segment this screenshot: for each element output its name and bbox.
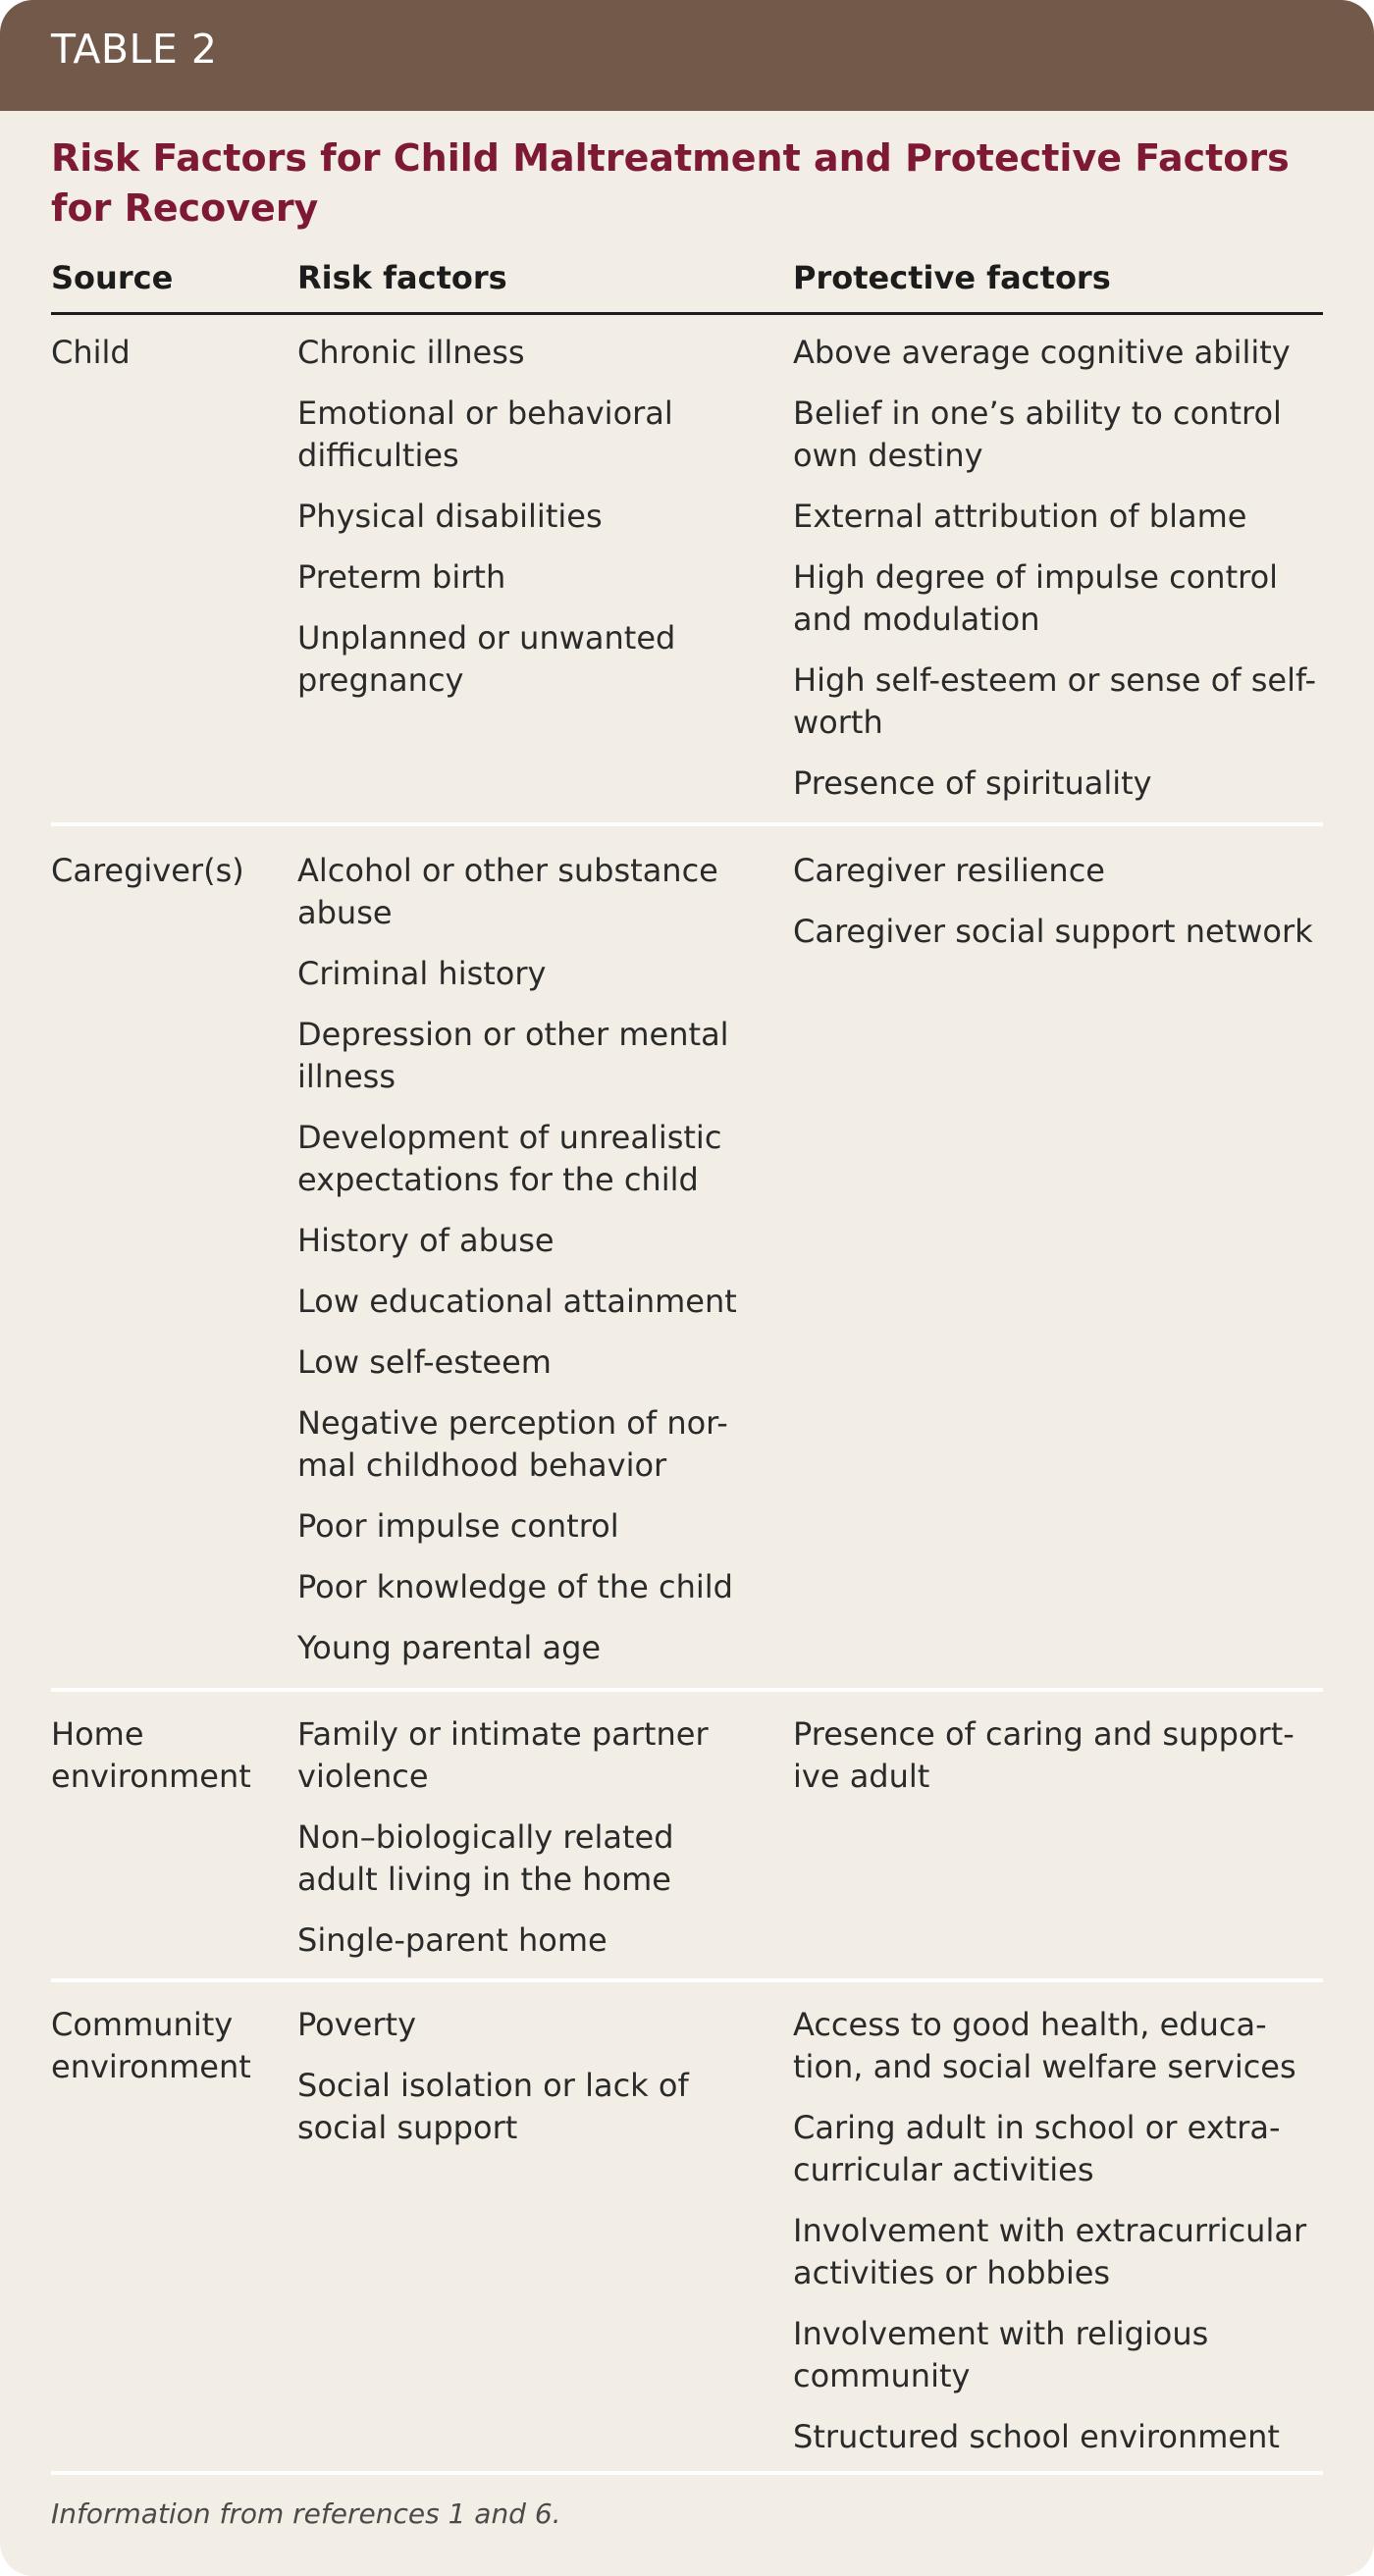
list-item: High self-esteem or sense of self-worth (793, 661, 1317, 741)
table-label: TABLE 2 (51, 26, 218, 73)
list-item: Depression or other mental illness (297, 1016, 729, 1095)
risk-list-home-environment (297, 1713, 759, 1980)
row-divider (51, 1688, 1323, 1692)
list-item: Above average cognitive ability (793, 334, 1291, 371)
list-item: Social isolation or lack of social support (297, 2067, 689, 2146)
row-divider (51, 1978, 1323, 1982)
list-item: Presence of spirituality (793, 764, 1152, 802)
list-item: Alcohol or other substance abuse (297, 852, 718, 931)
list-item: Structured school environment (793, 2418, 1280, 2455)
list-item: Physical disabilities (297, 498, 603, 535)
list-item: Preterm birth (297, 558, 506, 596)
list-item: Caring adult in school or extra-curricular activities (793, 2109, 1281, 2188)
list-item: Emotional or behavioral difficulties (297, 394, 673, 474)
list-item: Development of unrealistic expectations for the child (297, 1119, 722, 1198)
list-item: Unplanned or unwanted pregnancy (297, 619, 676, 699)
risk-list-caregivers (297, 850, 759, 1688)
row-source-community-environment: Community environment (51, 2006, 251, 2085)
column-header-protective-factors: Protective factors (793, 259, 1111, 296)
list-item: Access to good health, educa-tion, and social welfare services (793, 2006, 1296, 2085)
list-item: Family or intimate partner violence (297, 1715, 709, 1795)
row-source-child: Child (51, 334, 131, 371)
list-item: Poor impulse control (297, 1507, 619, 1545)
list-item: Poor knowledge of the child (297, 1568, 733, 1605)
risk-list-community-environment (297, 2004, 759, 2168)
table-banner (0, 0, 1374, 111)
table-title: Risk Factors for Child Maltreatment and Protective Factors for Recovery (51, 136, 1290, 230)
row-divider (51, 822, 1323, 826)
protective-list-home-environment (793, 1713, 1323, 1816)
protective-list-caregivers (793, 850, 1323, 972)
list-item: History of abuse (297, 1222, 555, 1259)
protective-list-community-environment (793, 2004, 1323, 2477)
row-divider (51, 2471, 1323, 2475)
list-item: Single-parent home (297, 1921, 608, 1959)
list-item: Low self-esteem (297, 1343, 552, 1381)
list-item: Caregiver social support network (793, 913, 1313, 950)
row-source-home-environment: Home environment (51, 1715, 251, 1795)
footnote: Information from references 1 and 6. (51, 2497, 561, 2530)
header-rule (51, 312, 1323, 315)
protective-list-child (793, 332, 1323, 823)
list-item: Criminal history (297, 955, 547, 992)
risk-list-child (297, 332, 759, 720)
list-item: Involvement with extracurricular activities or hobbies (793, 2212, 1307, 2291)
list-item: External attribution of blame (793, 498, 1247, 535)
list-item: Poverty (297, 2006, 416, 2043)
row-source-caregivers: Caregiver(s) (51, 852, 244, 889)
list-item: Negative perception of nor-mal childhood behavior (297, 1404, 728, 1484)
list-item: Belief in one’s ability to control own destiny (793, 394, 1282, 474)
list-item: Caregiver resilience (793, 852, 1105, 889)
list-item: Involvement with religious community (793, 2315, 1209, 2394)
list-item: High degree of impulse control and modulation (793, 558, 1279, 638)
list-item: Chronic illness (297, 334, 525, 371)
list-item: Low educational attainment (297, 1283, 737, 1320)
column-header-risk-factors: Risk factors (297, 259, 507, 296)
list-item: Non–biologically related adult living in the home (297, 1818, 674, 1898)
column-header-source: Source (51, 259, 174, 296)
list-item: Presence of caring and support-ive adult (793, 1715, 1295, 1795)
list-item: Young parental age (297, 1629, 602, 1666)
